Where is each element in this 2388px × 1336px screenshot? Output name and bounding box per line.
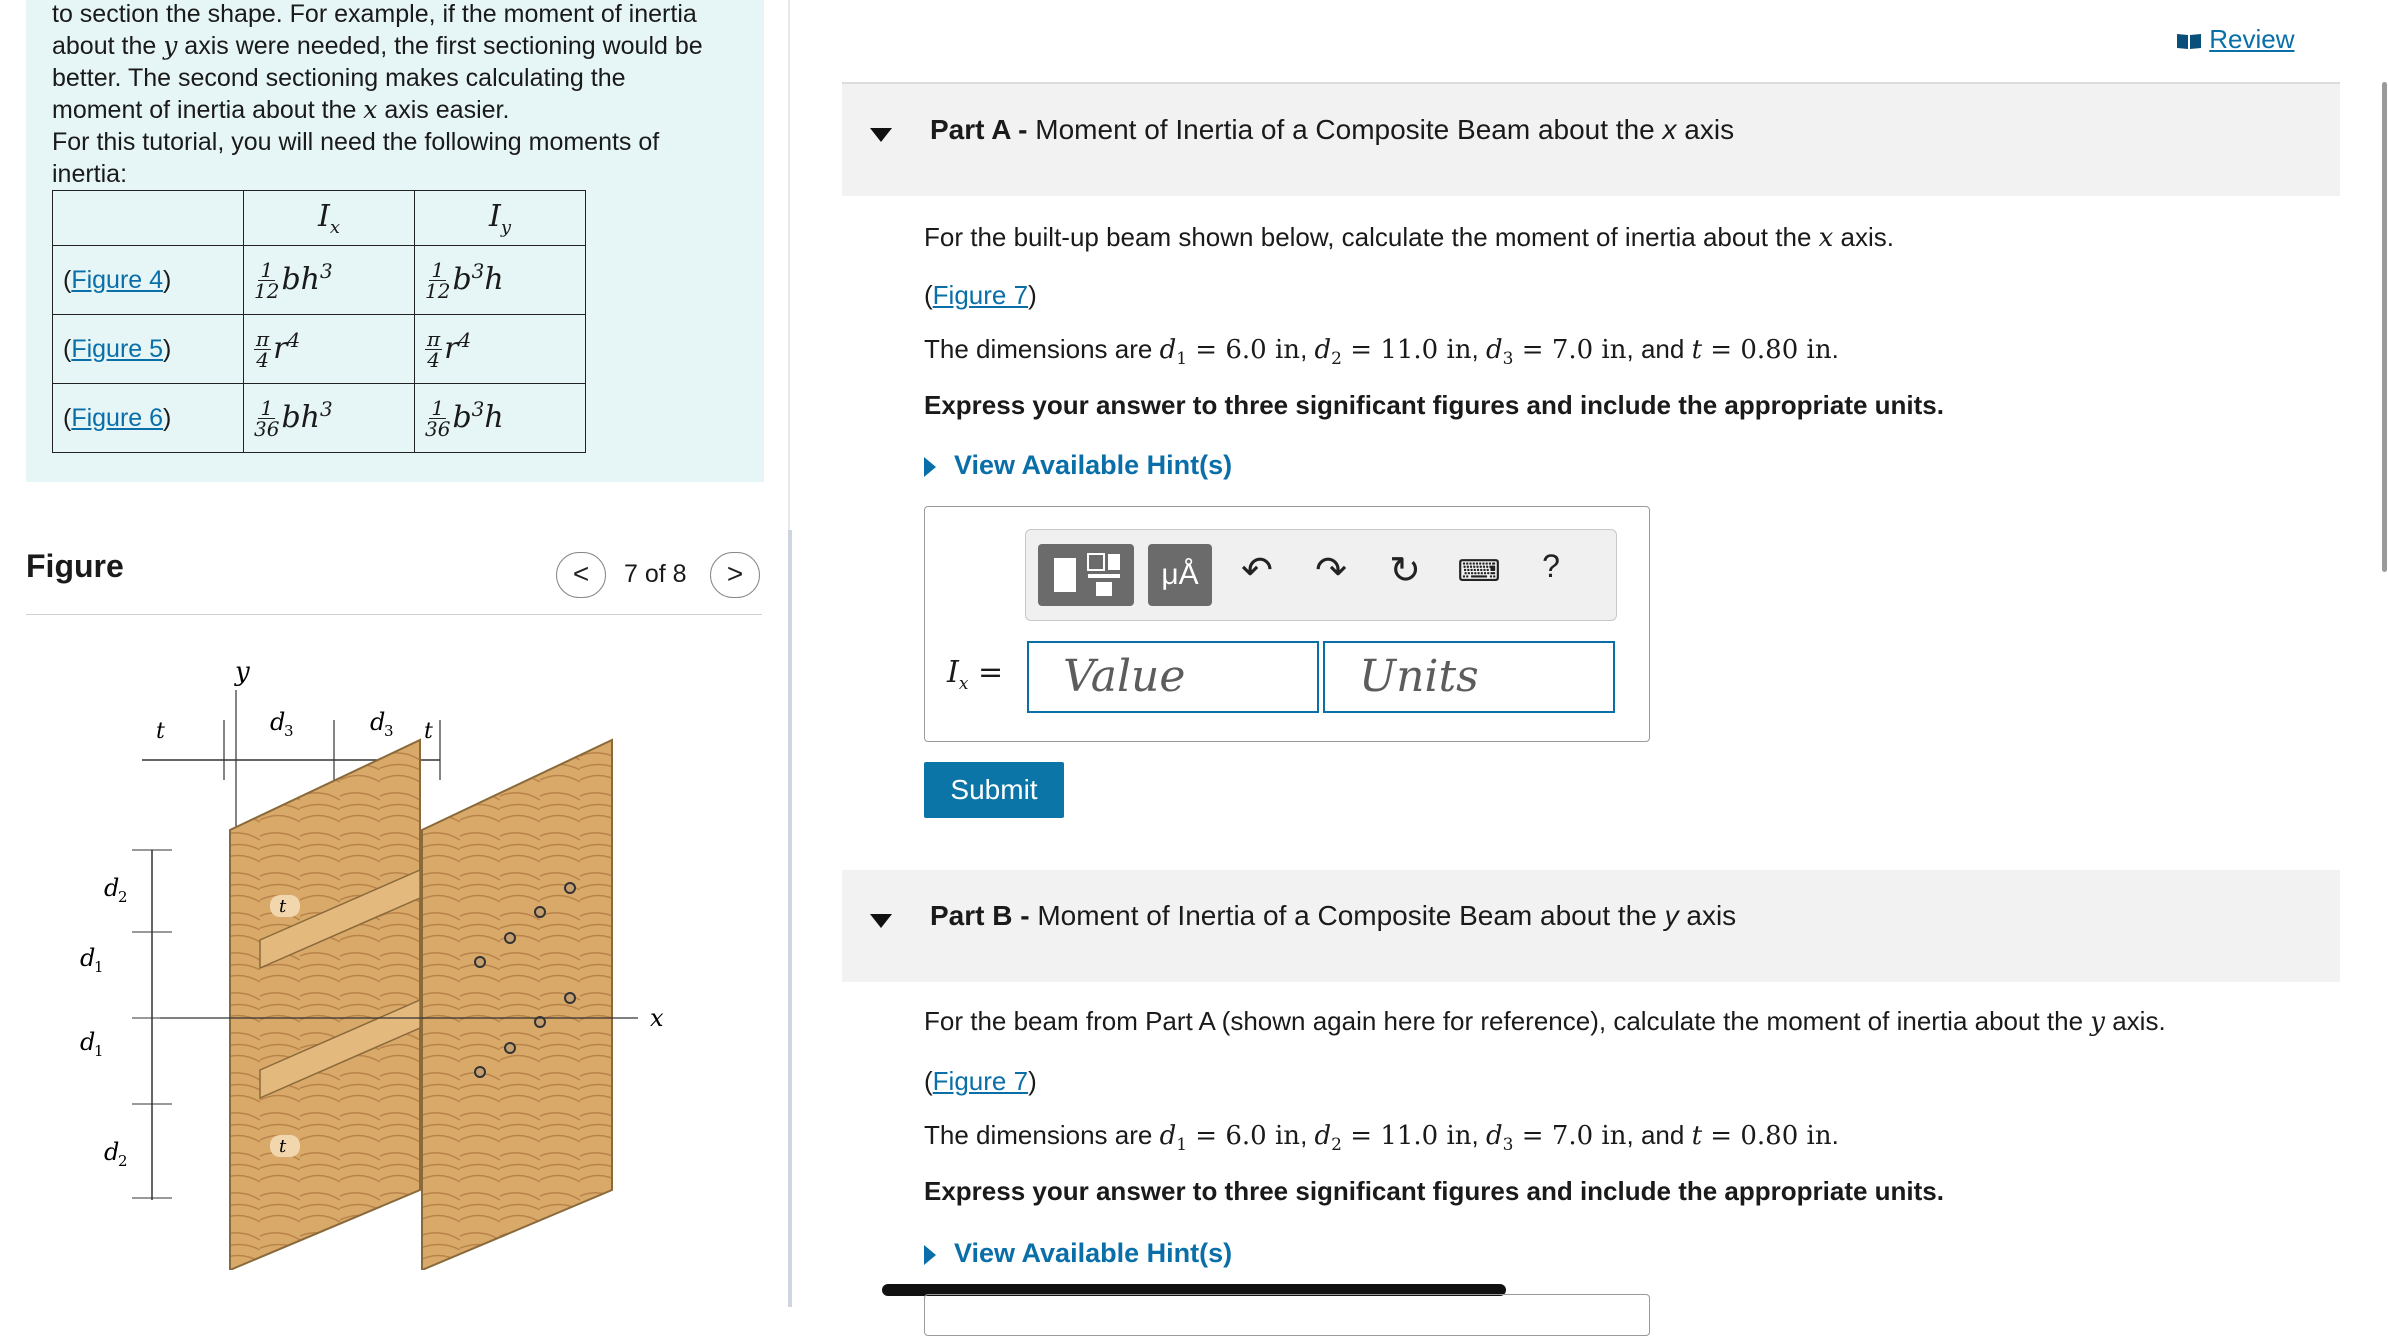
intro-line: moment of inertia about the <box>52 96 364 124</box>
figure-7-link[interactable]: Figure 7 <box>932 280 1029 310</box>
redo-icon[interactable]: ↷ <box>1315 550 1347 592</box>
keyboard-icon[interactable]: ⌨ <box>1457 555 1501 588</box>
y-axis-label: y <box>235 657 250 687</box>
table-row <box>53 246 586 315</box>
value-input[interactable]: Value <box>1027 641 1319 713</box>
subscript-label: 1 <box>94 1042 104 1060</box>
undo-icon[interactable]: ↶ <box>1241 550 1273 592</box>
subscript-label: 2 <box>118 888 128 906</box>
beam-illustration <box>60 650 700 1270</box>
expand-triangle-icon <box>924 1245 936 1265</box>
table-cell-ix: $\frac{\pi}{4}$ $r^4$ <box>244 315 415 384</box>
intro-line: about the <box>52 32 164 60</box>
math-toolbar <box>1025 529 1617 621</box>
table-cell-ix: $\frac{1}{12}$ $bh^3$ <box>244 246 415 315</box>
table-row-label: (Figure 5) <box>53 315 244 384</box>
part-a-header[interactable] <box>842 84 2340 196</box>
t-label: t <box>279 896 287 917</box>
t-label: t <box>156 719 165 744</box>
beam-figure <box>60 650 700 1270</box>
left-plank <box>230 740 420 1270</box>
expand-triangle-icon <box>924 457 936 477</box>
table-cell-ix: $\frac{1}{36}$ $bh^3$ <box>244 384 415 453</box>
subscript-label: 1 <box>94 958 104 976</box>
part-a-instruction: Express your answer to three significant figures and include the appropriate units. <box>924 390 1944 420</box>
table-cell-iy: $\frac{\pi}{4}$ $r^4$ <box>415 315 586 384</box>
part-b-title: Part B - Moment of Inertia of a Composite Beam about the y axis <box>930 900 1737 931</box>
intro-line: better. The second sectioning makes calculating the <box>52 64 626 92</box>
table-row-label: (Figure 4) <box>53 246 244 315</box>
figure-6-link[interactable]: Figure 6 <box>71 403 164 432</box>
templates-button[interactable] <box>1038 544 1134 606</box>
part-b-figure-ref: (Figure 7) <box>924 1066 1037 1096</box>
figure-counter: 7 of 8 <box>624 560 687 588</box>
part-b-header[interactable] <box>842 870 2340 982</box>
d3-label: d <box>370 708 386 736</box>
part-b-dimensions: The dimensions are $d_1 = 6.0$ in, $d_2 = 11.0$ in, $d_3 = 7.0$ in, and t = 0.80 in. <box>924 1120 1839 1156</box>
right-plank <box>422 740 612 1270</box>
figure-header <box>26 540 762 615</box>
panel-divider-top <box>788 0 790 530</box>
units-symbol-button[interactable]: μÅ <box>1148 544 1212 606</box>
figure-5-link[interactable]: Figure 5 <box>71 334 164 363</box>
intro-line: For this tutorial, you will need the following moments of <box>52 128 660 156</box>
figure-title: Figure <box>26 548 124 584</box>
figure-4-link[interactable]: Figure 4 <box>71 265 164 294</box>
units-input[interactable]: Units <box>1323 641 1615 713</box>
d1-label: d <box>80 1028 96 1056</box>
table-header-iy: $I_y$ <box>415 191 586 246</box>
part-b-question: For the beam from Part A (shown again here for reference), calculate the moment of inertia about the y axis. <box>924 1006 2166 1037</box>
table-cell-iy: $\frac{1}{12}$ $b^3h$ <box>415 246 586 315</box>
intro-box <box>26 0 764 482</box>
right-panel <box>792 0 2388 1307</box>
book-icon <box>2176 32 2202 50</box>
part-b-answer-box <box>924 1294 1650 1336</box>
d2-label: d <box>104 1138 120 1166</box>
subscript-label: 3 <box>284 722 294 740</box>
table-row-label: (Figure 6) <box>53 384 244 453</box>
next-figure-button[interactable]: > <box>710 552 760 598</box>
prev-figure-button[interactable]: < <box>556 552 606 598</box>
table-row <box>53 315 586 384</box>
table-header-row <box>53 191 586 246</box>
x-axis-label: x <box>650 1004 664 1032</box>
table-header-empty <box>53 191 244 246</box>
d3-label: d <box>270 708 286 736</box>
left-panel <box>0 0 790 1307</box>
templates-icon <box>1038 544 1134 606</box>
intro-line: inertia: <box>52 160 128 188</box>
d2-label: d <box>104 874 120 902</box>
collapse-caret-icon[interactable] <box>870 914 892 928</box>
part-a-title: Part A - Moment of Inertia of a Composite Beam about the x axis <box>930 114 1735 145</box>
d1-label: d <box>80 944 96 972</box>
intro-line: axis were needed, the first sectioning would be <box>177 32 703 60</box>
vertical-scrollbar[interactable] <box>2382 82 2387 572</box>
table-header-ix: $I_x$ <box>244 191 415 246</box>
part-a-hint-toggle[interactable]: View Available Hint(s) <box>924 450 1232 481</box>
t-label: t <box>279 1136 287 1157</box>
part-a-figure-ref: (Figure 7) <box>924 280 1037 310</box>
review-link[interactable]: Review <box>2176 24 2294 55</box>
table-cell-iy: $\frac{1}{36}$ $b^3h$ <box>415 384 586 453</box>
inertia-table <box>52 190 586 453</box>
intro-line: to section the shape. For example, if the moment of inertia <box>52 0 697 28</box>
part-a-answer-box <box>924 506 1650 742</box>
help-button[interactable]: ? <box>1542 548 1560 584</box>
answer-variable-label: $I_x$ = <box>947 655 1004 694</box>
submit-button[interactable]: Submit <box>924 762 1064 818</box>
intro-var: y <box>163 31 178 60</box>
collapse-caret-icon[interactable] <box>870 128 892 142</box>
part-a-question: For the built-up beam shown below, calculate the moment of inertia about the x axis. <box>924 222 1894 253</box>
part-a-dimensions: The dimensions are $d_1 = 6.0$ in, $d_2 = 11.0$ in, $d_3 = 7.0$ in, and t = 0.80 in. <box>924 334 1839 370</box>
t-label: t <box>424 719 433 744</box>
subscript-label: 3 <box>384 722 394 740</box>
intro-var: x <box>363 95 378 124</box>
subscript-label: 2 <box>118 1152 128 1170</box>
intro-line: axis easier. <box>377 96 510 124</box>
table-row <box>53 384 586 453</box>
figure-7-link[interactable]: Figure 7 <box>932 1066 1029 1096</box>
intro-text <box>52 0 762 190</box>
part-b-hint-toggle[interactable]: View Available Hint(s) <box>924 1238 1232 1269</box>
reset-icon[interactable]: ↻ <box>1389 550 1421 592</box>
part-b-instruction: Express your answer to three significant figures and include the appropriate units. <box>924 1176 1944 1206</box>
